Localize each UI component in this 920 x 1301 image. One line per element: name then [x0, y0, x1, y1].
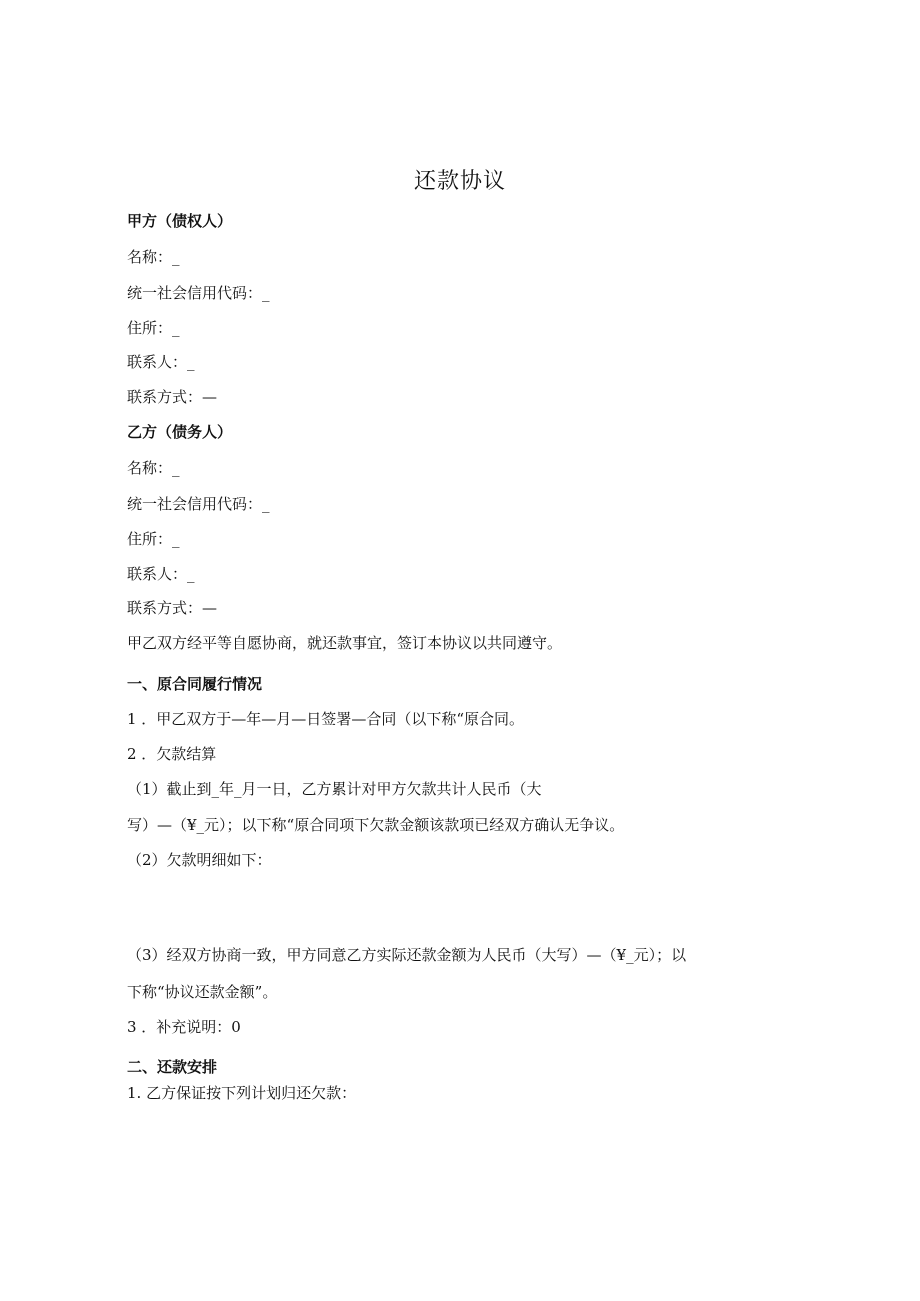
section-1-item-3: 3 ．补充说明：0	[127, 1018, 241, 1036]
section-1-sub-3-line-1: （3）经双方协商一致，甲方同意乙方实际还款金额为人民币（大写）—（¥_元）；以	[127, 946, 687, 964]
document-title: 还款协议	[413, 169, 506, 194]
party-b-contact-person: 联系人：_	[127, 565, 195, 583]
section-1-sub-3-line-2: 下称“协议还款金额”。	[127, 983, 278, 1001]
section-1-sub-2: （2）欠款明细如下：	[127, 851, 272, 869]
party-a-credit-code: 统一社会信用代码：_	[127, 284, 270, 302]
section-1-item-2: 2 ．欠款结算	[127, 745, 217, 763]
section-1-heading: 一、原合同履行情况	[127, 675, 263, 693]
section-1-sub-1-line-2: 写）—（¥_元）；以下称“原合同项下欠款金额该款项已经双方确认无争议。	[127, 816, 625, 834]
section-2-heading: 二、还款安排	[127, 1058, 218, 1076]
party-b-contact-method: 联系方式：—	[127, 599, 218, 617]
party-a-name: 名称：_	[127, 248, 180, 266]
party-b-address: 住所：_	[127, 530, 180, 548]
party-b-name: 名称：_	[127, 459, 180, 477]
party-a-heading: 甲方（债权人）	[127, 212, 233, 230]
party-a-contact-method: 联系方式：—	[127, 388, 218, 406]
section-1-sub-1-line-1: （1）截止到_年_月一日，乙方累计对甲方欠款共计人民币（大	[127, 780, 542, 798]
party-b-credit-code: 统一社会信用代码：_	[127, 495, 270, 513]
party-a-address: 住所：_	[127, 319, 180, 337]
section-2-item-1: 1. 乙方保证按下列计划归还欠款：	[127, 1084, 357, 1102]
preamble-paragraph: 甲乙双方经平等自愿协商，就还款事宜，签订本协议以共同遵守。	[127, 634, 563, 652]
party-a-contact-person: 联系人：_	[127, 353, 195, 371]
section-1-item-1: 1 ．甲乙双方于—年—月—日签署—合同（以下称“原合同。	[127, 710, 524, 728]
party-b-heading: 乙方（债务人）	[127, 423, 233, 441]
